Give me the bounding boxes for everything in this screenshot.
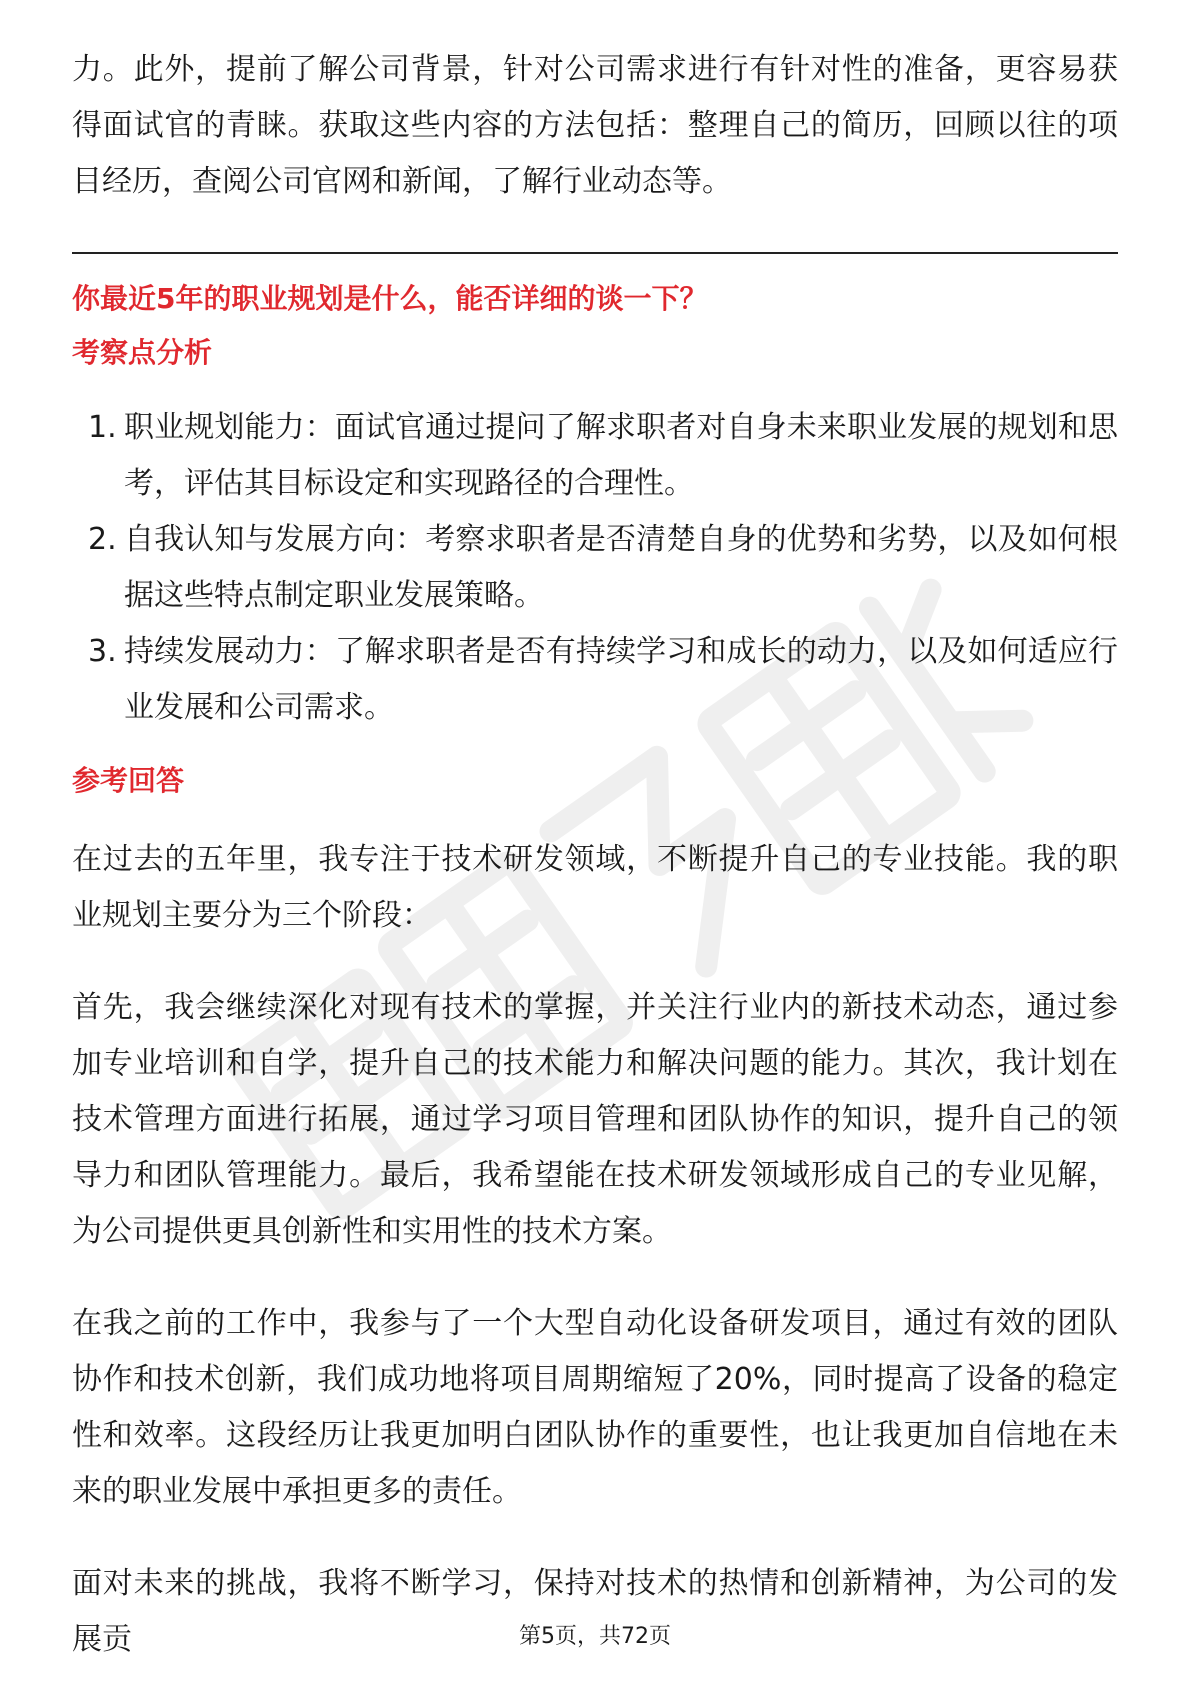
- answer-paragraph: 在我之前的工作中，我参与了一个大型自动化设备研发项目，通过有效的团队协作和技术创新，我们成功地将项目周期缩短了20%，同时提高了设备的稳定性和效率。这段经历让我更加明白团队协作的重要性，也让我更加自信地在未来的职业发展中承担更多的责任。: [72, 1306, 1118, 1509]
- paragraph-gap: [72, 1260, 1118, 1296]
- point-number: 1.: [88, 410, 117, 445]
- answer-paragraph: 首先，我会继续深化对现有技术的掌握，并关注行业内的新技术动态，通过参加专业培训和自学，提升自己的技术能力和解决问题的能力。其次，我计划在技术管理方面进行拓展，通过学习项目管理和团队协作的知识，提升自己的领导力和团队管理能力。最后，我希望能在技术研发领域形成自己的专业见解，为公司提供更具创新性和实用性的技术方案。: [72, 990, 1118, 1249]
- point-text: 职业规划能力：面试官通过提问了解求职者对自身未来职业发展的规划和思考，评估其目标设定和实现路径的合理性。: [124, 410, 1118, 501]
- point-number: 2.: [88, 522, 117, 557]
- page-footer: [0, 1622, 1190, 1652]
- analysis-point: [72, 400, 1118, 512]
- section-divider: [72, 252, 1118, 254]
- answer-heading: 参考回答: [72, 764, 185, 797]
- intro-paragraph: 力。此外，提前了解公司背景，针对公司需求进行有针对性的准备，更容易获得面试官的青睐。获取这些内容的方法包括：整理自己的简历，回顾以往的项目经历，查阅公司官网和新闻，了解行业动态等。: [72, 52, 1118, 199]
- analysis-heading: 考察点分析: [72, 336, 213, 369]
- point-number: 3.: [88, 634, 117, 669]
- point-text: 持续发展动力：了解求职者是否有持续学习和成长的动力，以及如何适应行业发展和公司需求。: [124, 634, 1118, 725]
- page-number-label: 第5页，共72页: [519, 1624, 671, 1649]
- paragraph-gap: [72, 944, 1118, 980]
- answer-paragraph: 在过去的五年里，我专注于技术研发领域，不断提升自己的专业技能。我的职业规划主要分为三个阶段：: [72, 842, 1118, 933]
- point-text: 自我认知与发展方向：考察求职者是否清楚自身的优势和劣势，以及如何根据这些特点制定职业发展策略。: [124, 522, 1118, 613]
- paragraph-gap: [72, 1520, 1118, 1556]
- analysis-point: [72, 512, 1118, 624]
- analysis-point: [72, 624, 1118, 736]
- question-heading: 你最近5年的职业规划是什么，能否详细的谈一下？: [72, 282, 708, 315]
- analysis-list: [72, 400, 1118, 736]
- answer-paragraph: 面对未来的挑战，我将不断学习，保持对技术的热情和创新精神，为公司的发展贡: [72, 1566, 1118, 1657]
- document-content: [72, 42, 1118, 1668]
